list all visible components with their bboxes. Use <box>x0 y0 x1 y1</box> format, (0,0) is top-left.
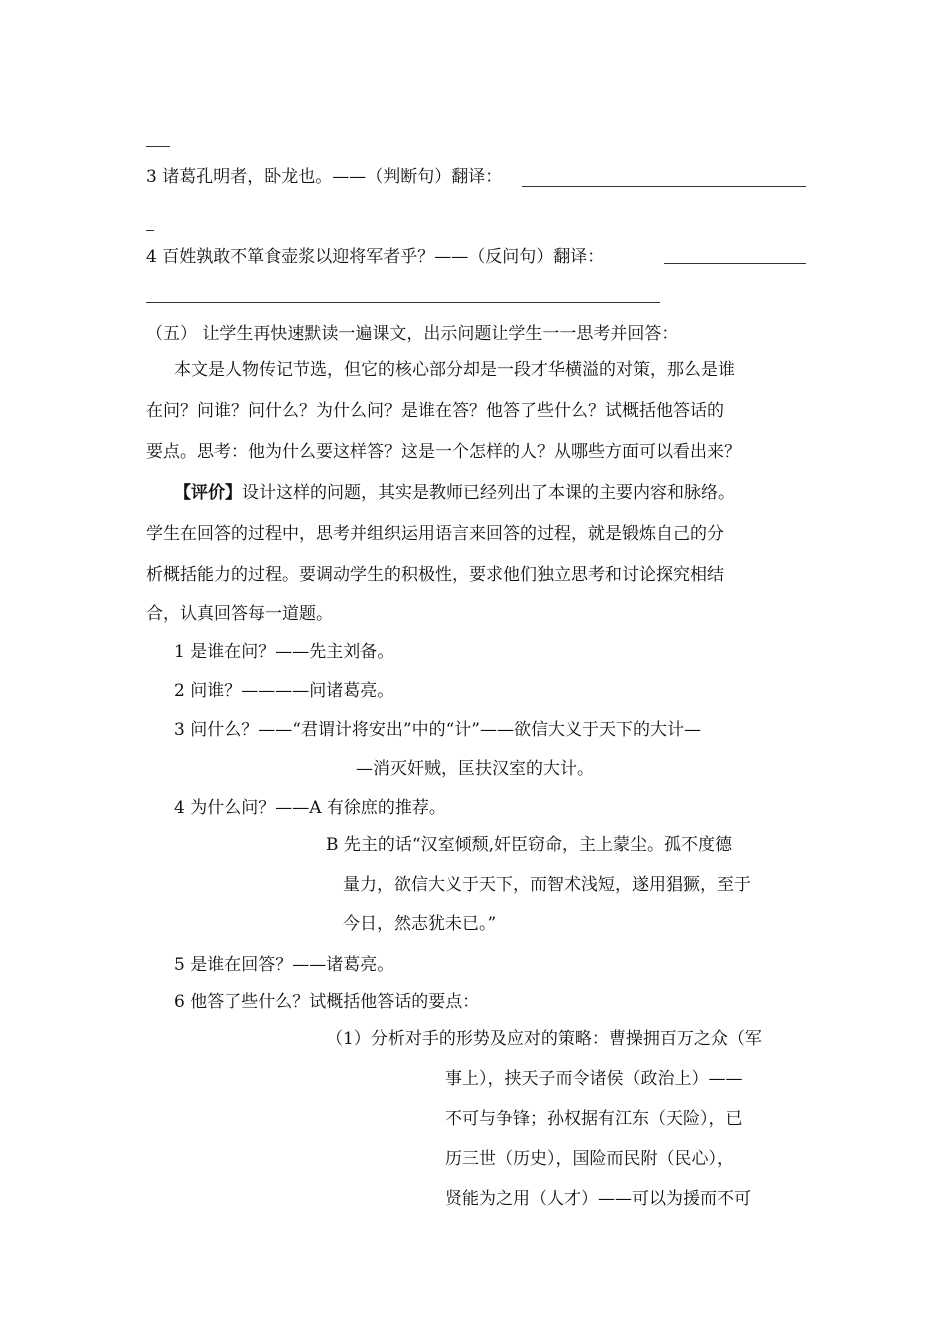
answer-4: 4 为什么问？——A 有徐庶的推荐。 <box>174 798 446 818</box>
evaluation-first-line <box>174 481 735 505</box>
evaluation-line: 学生在回答的过程中，思考并组织运用语言来回答的过程，就是锻炼自己的分 <box>146 524 724 544</box>
answer-2: 2 问谁？————问诸葛亮。 <box>174 681 395 701</box>
answer-line-q3-tail <box>146 230 154 231</box>
evaluation-label: 【评价】 <box>174 483 242 503</box>
answer-3: 3 问什么？——“君谓计将安出”中的“计”——欲信大义于天下的大计— <box>174 720 701 740</box>
answer-6-1-line: 不可与争锋；孙权据有江东（天险），已 <box>445 1109 743 1129</box>
evaluation-text: 设计这样的问题，其实是教师已经列出了本课的主要内容和脉络。 <box>242 483 735 503</box>
answer-5: 5 是谁在回答？——诸葛亮。 <box>174 955 395 975</box>
evaluation-line: 析概括能力的过程。要调动学生的积极性，要求他们独立思考和讨论探究相结 <box>146 565 724 585</box>
answer-6-1-line: 历三世（历史），国险而民附（民心）， <box>445 1149 734 1169</box>
answer-6-1-line: （1）分析对手的形势及应对的策略：曹操拥百万之众（军 <box>326 1029 762 1049</box>
answer-6: 6 他答了些什么？试概括他答话的要点： <box>174 992 480 1012</box>
question-4: 4 百姓孰敢不箪食壶浆以迎将军者乎？——（反问句）翻译： <box>146 247 605 267</box>
answer-6-1-line: 事上），挟天子而令诸侯（政治上）—— <box>445 1069 743 1089</box>
answer-4b-line: 量力，欲信大义于天下，而智术浅短，遂用猖獗，至于 <box>343 875 751 895</box>
paragraph-line: 要点。思考：他为什么要这样答？这是一个怎样的人？从哪些方面可以看出来？ <box>146 442 741 462</box>
answer-line-tail-top <box>146 146 170 147</box>
answer-6-1-line: 贤能为之用（人才）——可以为援而不可 <box>445 1189 751 1209</box>
section-5-heading: （五） 让学生再快速默读一遍课文，出示问题让学生一一思考并回答： <box>146 324 679 344</box>
paragraph-line: 在问？问谁？问什么？为什么问？是谁在答？他答了些什么？试概括他答话的 <box>146 401 724 421</box>
answer-3-cont: —消灭奸贼，匡扶汉室的大计。 <box>356 759 594 779</box>
question-3: 3 诸葛孔明者，卧龙也。——（判断句）翻译： <box>146 167 503 187</box>
paragraph-line: 本文是人物传记节选，但它的核心部分却是一段才华横溢的对策，那么是谁 <box>174 360 735 380</box>
answer-4b-line: 今日，然志犹未已。” <box>343 914 497 934</box>
answer-line-q3 <box>522 186 806 187</box>
answer-line-q4-cont <box>146 302 660 303</box>
answer-line-q4 <box>664 263 806 264</box>
answer-4b-line: B 先主的话“汉室倾颓,奸臣窃命，主上蒙尘。孤不度德 <box>326 835 732 855</box>
evaluation-line: 合，认真回答每一道题。 <box>146 604 333 624</box>
answer-1: 1 是谁在问？——先主刘备。 <box>174 642 395 662</box>
